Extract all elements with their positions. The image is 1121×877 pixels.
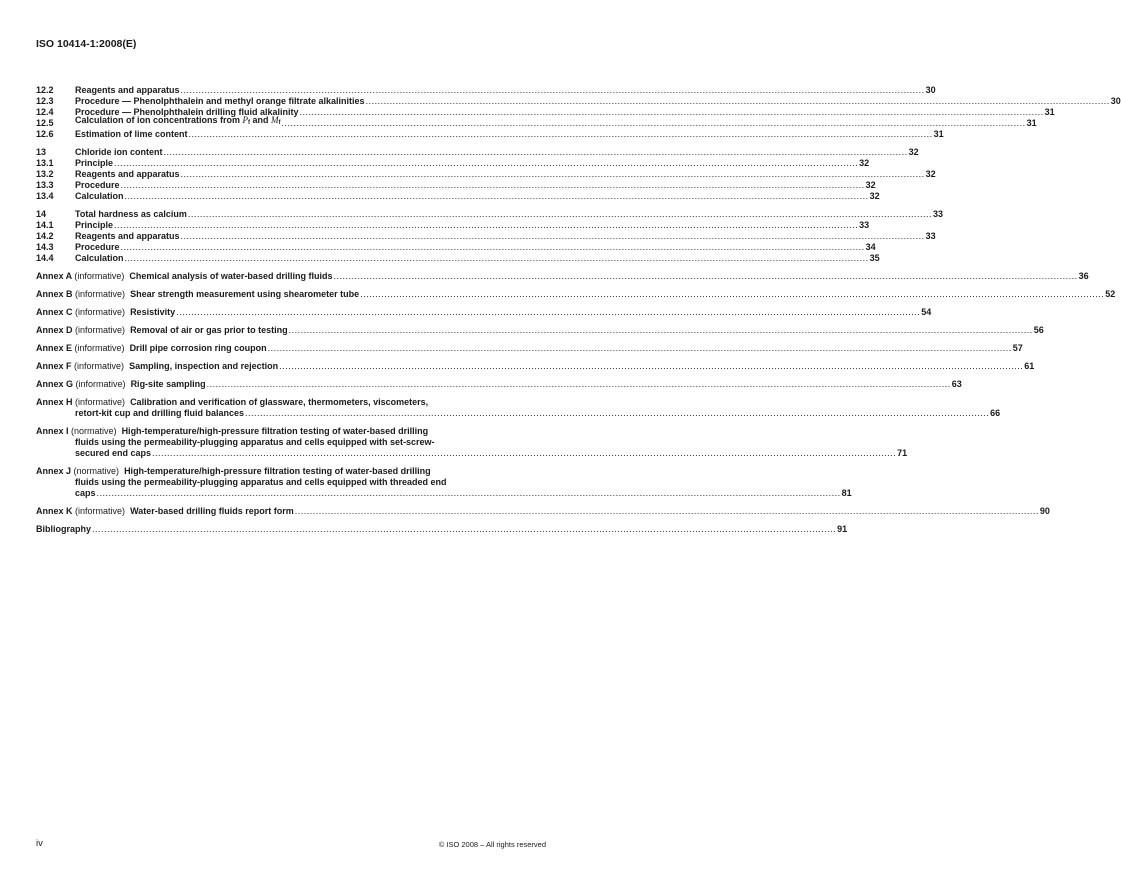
annex-label: Annex K: [36, 506, 73, 516]
annex-title-continued: caps: [75, 488, 96, 498]
bibliography-title: Bibliography: [36, 524, 92, 534]
annex-type: (informative): [74, 343, 125, 353]
annex-title: Rig-site sampling: [130, 379, 206, 389]
annex-label: Annex D: [36, 325, 73, 335]
toc-annex-e[interactable]: [36, 343, 1023, 354]
toc-page: 63: [951, 379, 962, 389]
dot-leader: [181, 85, 925, 96]
toc-title: Reagents and apparatus: [75, 169, 180, 179]
toc-title: Procedure — Phenolphthalein drilling fluid alkalinity: [75, 107, 299, 117]
annex-type: (informative): [75, 289, 126, 299]
dot-leader: [164, 147, 908, 158]
annex-type: (informative): [75, 325, 126, 335]
annex-title: Calibration and verification of glassware, thermometers, viscometers,: [130, 397, 429, 407]
toc-number: 13.1: [36, 158, 54, 168]
subscript-f: f: [278, 120, 281, 126]
toc-page: 31: [1044, 107, 1055, 117]
toc-number: 14: [36, 209, 47, 219]
toc-entry-12-6[interactable]: [36, 129, 944, 140]
toc-page: 31: [1026, 118, 1037, 128]
annex-title: Drill pipe corrosion ring coupon: [129, 343, 267, 353]
toc-page: 56: [1033, 325, 1044, 335]
annex-title-continued: secured end caps: [75, 448, 152, 458]
toc-annex-b[interactable]: [36, 289, 1116, 300]
toc-title: Procedure: [75, 242, 120, 252]
annex-type: (informative): [75, 506, 126, 516]
dot-leader: [97, 488, 841, 499]
toc-entry-14-3[interactable]: [36, 242, 876, 253]
toc-number: 12.3: [36, 96, 54, 106]
toc-title: Procedure: [75, 180, 120, 190]
annex-title: Removal of air or gas prior to testing: [130, 325, 288, 335]
toc-page: 34: [865, 242, 876, 252]
annex-label: Annex G: [36, 379, 74, 389]
dot-leader: [121, 180, 865, 191]
annex-label: Annex B: [36, 289, 73, 299]
annex-type: (informative): [74, 271, 125, 281]
annex-type: (informative): [75, 379, 126, 389]
annex-label: Annex C: [36, 307, 73, 317]
toc-entry-13-3[interactable]: [36, 180, 876, 191]
toc-entry-12-3[interactable]: [36, 96, 1121, 107]
toc-page: 90: [1039, 506, 1050, 516]
toc-annex-d[interactable]: [36, 325, 1044, 336]
toc-title: Calculation: [75, 191, 124, 201]
annex-label: Annex A: [36, 271, 72, 281]
dot-leader: [189, 129, 933, 140]
annex-type: (informative): [74, 361, 125, 371]
toc-page: 32: [859, 158, 870, 168]
dot-leader: [152, 448, 896, 459]
subscript-f: f: [248, 120, 251, 126]
dot-leader: [125, 191, 869, 202]
toc-page: 66: [990, 408, 1001, 418]
toc-title: Chloride ion content: [75, 147, 163, 157]
annex-title: Water-based drilling fluids report form: [130, 506, 294, 516]
toc-page: 33: [859, 220, 870, 230]
dot-leader: [366, 96, 1110, 107]
toc-entry-13-4[interactable]: [36, 191, 880, 202]
dot-leader: [333, 271, 1077, 282]
toc-number: 12.6: [36, 129, 54, 139]
annex-label: Annex F: [36, 361, 72, 371]
toc-number: 12.2: [36, 85, 54, 95]
toc-page: 81: [841, 488, 852, 498]
annex-title-continued: fluids using the permeability-plugging apparatus and cells equipped with threaded end: [75, 477, 447, 487]
toc-number: 12.4: [36, 107, 54, 117]
toc-title: Reagents and apparatus: [75, 231, 180, 241]
toc-entry-14-4[interactable]: [36, 253, 880, 264]
toc-title: Procedure — Phenolphthalein and methyl orange filtrate alkalinities: [75, 96, 365, 106]
toc-page: 36: [1078, 271, 1089, 281]
annex-type: (informative): [75, 307, 126, 317]
annex-label: Annex I: [36, 426, 69, 436]
toc-page: 32: [865, 180, 876, 190]
annex-type: (normative): [71, 426, 117, 436]
annex-label: Annex H: [36, 397, 73, 407]
dot-leader: [125, 253, 869, 264]
dot-leader: [92, 524, 836, 535]
dot-leader: [289, 325, 1033, 336]
dot-leader: [282, 118, 1026, 129]
toc-number: 13: [36, 147, 47, 157]
toc-page: 31: [933, 129, 944, 139]
toc-page: 61: [1024, 361, 1035, 371]
toc-annex-j[interactable]: [36, 466, 852, 499]
toc-page: 33: [933, 209, 944, 219]
toc-page: 91: [837, 524, 848, 534]
toc-page: 33: [925, 231, 936, 241]
toc-annex-f[interactable]: [36, 361, 1035, 372]
toc-page: 54: [921, 307, 932, 317]
toc-entry-14-2[interactable]: [36, 231, 936, 242]
toc-entry-14-1[interactable]: [36, 220, 870, 231]
toc-page: 30: [925, 85, 936, 95]
toc-title: Total hardness as calcium: [75, 209, 187, 219]
dot-leader: [279, 361, 1023, 372]
dot-leader: [245, 408, 989, 419]
toc-title-part: and: [250, 115, 272, 125]
toc-title: Calculation: [75, 253, 124, 263]
toc-annex-c[interactable]: [36, 307, 932, 318]
toc-title: [75, 115, 281, 129]
toc-entry-14[interactable]: [36, 209, 944, 220]
toc-annex-a[interactable]: [36, 271, 1089, 282]
symbol-m: M: [271, 115, 279, 125]
annex-title: Sampling, inspection and rejection: [129, 361, 279, 371]
toc-page: 30: [1110, 96, 1121, 106]
toc-title-part: Calculation of ion concentrations from: [75, 115, 243, 125]
toc-number: 13.3: [36, 180, 54, 190]
annex-title: High-temperature/high-pressure filtration testing of water-based drilling: [121, 426, 429, 436]
toc-number: 14.4: [36, 253, 54, 263]
annex-label: Annex J: [36, 466, 72, 476]
annex-label: Annex E: [36, 343, 73, 353]
toc-entry-12-2[interactable]: [36, 85, 936, 96]
dot-leader: [176, 307, 920, 318]
table-of-contents: [36, 85, 1121, 535]
toc-page: 32: [869, 191, 880, 201]
dot-leader: [207, 379, 951, 390]
dot-leader: [181, 169, 925, 180]
symbol-p: P: [242, 115, 249, 125]
toc-entry-13-2[interactable]: [36, 169, 936, 180]
copyright-notice: © ISO 2008 – All rights reserved: [438, 840, 546, 849]
dot-leader: [181, 231, 925, 242]
toc-annex-i[interactable]: [36, 426, 908, 459]
toc-title: Reagents and apparatus: [75, 85, 180, 95]
toc-page: 71: [897, 448, 908, 458]
toc-page: 57: [1012, 343, 1023, 353]
toc-title: Principle: [75, 220, 114, 230]
toc-number: 14.1: [36, 220, 54, 230]
annex-title: Chemical analysis of water-based drilling fluids: [129, 271, 333, 281]
document-header: ISO 10414-1:2008(E): [36, 38, 137, 50]
dot-leader: [188, 209, 932, 220]
toc-annex-g[interactable]: [36, 379, 962, 390]
annex-type: (normative): [73, 466, 120, 476]
annex-title: Resistivity: [130, 307, 176, 317]
toc-bibliography[interactable]: [36, 524, 848, 535]
toc-annex-k[interactable]: [36, 506, 1050, 517]
toc-page: 35: [869, 253, 880, 263]
dot-leader: [268, 343, 1012, 354]
toc-annex-h[interactable]: [36, 397, 1001, 419]
dot-leader: [114, 158, 858, 169]
dot-leader: [360, 289, 1104, 300]
annex-title-continued: fluids using the permeability-plugging apparatus and cells equipped with set-screw-: [75, 437, 435, 447]
annex-type: (informative): [75, 397, 126, 407]
toc-entry-12-5[interactable]: [36, 115, 1037, 129]
toc-page: 52: [1105, 289, 1116, 299]
dot-leader: [295, 506, 1039, 517]
toc-title: Principle: [75, 158, 114, 168]
toc-number: 14.2: [36, 231, 54, 241]
toc-entry-13-1[interactable]: [36, 158, 870, 169]
dot-leader: [114, 220, 858, 231]
annex-title-continued: retort-kit cup and drilling fluid balances: [75, 408, 245, 418]
dot-leader: [121, 242, 865, 253]
toc-number: 12.5: [36, 118, 54, 128]
toc-title: Estimation of lime content: [75, 129, 188, 139]
toc-entry-13[interactable]: [36, 147, 919, 158]
annex-title: Shear strength measurement using shearometer tube: [130, 289, 360, 299]
toc-page: 32: [908, 147, 919, 157]
toc-number: 13.4: [36, 191, 54, 201]
annex-title: High-temperature/high-pressure filtration testing of water-based drilling: [124, 466, 431, 476]
toc-number: 14.3: [36, 242, 54, 252]
toc-page: 32: [925, 169, 936, 179]
page-number: iv: [36, 838, 43, 849]
toc-number: 13.2: [36, 169, 54, 179]
dot-leader: [300, 107, 1044, 118]
